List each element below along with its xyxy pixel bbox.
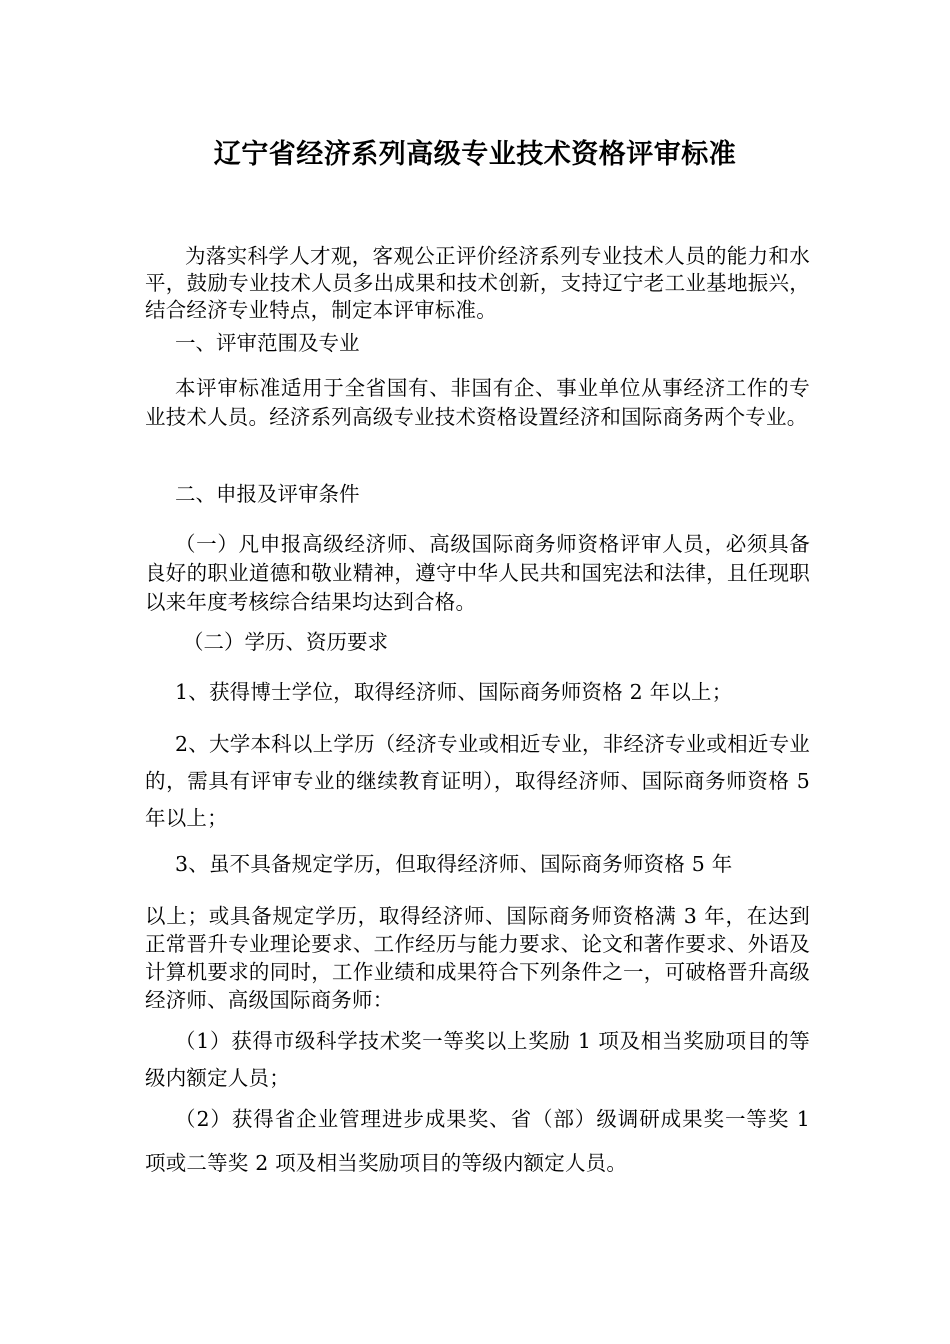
document-title: 辽宁省经济系列高级专业技术资格评审标准	[213, 139, 737, 170]
requirement-3-first-line: 3、虽不具备规定学历，但取得经济师、国际商务师资格 5 年	[175, 852, 733, 876]
section2-heading: 二、申报及评审条件	[175, 482, 360, 506]
requirement-3-body: 以上；或具备规定学历，取得经济师、国际商务师资格满 3 年，在达到正常晋升专业理论要求、工作经历与能力要求、论文和著作要求、外语及计算机要求的同时，工作业绩和成果符合下列条件之一，可破格晋升高级经济师、高级国际商务师：	[145, 904, 810, 1012]
condition-2: （2）获得省企业管理进步成果奖、省（部）级调研成果奖一等奖 1 项或二等奖 2 项及相当奖励项目的等级内额定人员。	[145, 1107, 810, 1175]
section1-heading: 一、评审范围及专业	[175, 331, 360, 355]
section1-body: 本评审标准适用于全省国有、非国有企、事业单位从事经济工作的专业技术人员。经济系列高级专业技术资格设置经济和国际商务两个专业。	[145, 376, 810, 429]
section2-item2-heading: （二）学历、资历要求	[183, 630, 388, 654]
section2-item1: （一）凡申报高级经济师、高级国际商务师资格评审人员，必须具备良好的职业道德和敬业精神，遵守中华人民共和国宪法和法律，且任现职以来年度考核综合结果均达到合格。	[145, 532, 810, 614]
requirement-2: 2、大学本科以上学历（经济专业或相近专业，非经济专业或相近专业的，需具有评审专业的继续教育证明），取得经济师、国际商务师资格 5 年以上；	[145, 732, 810, 830]
intro-paragraph: 为落实科学人才观，客观公正评价经济系列专业技术人员的能力和水平，鼓励专业技术人员多出成果和技术创新，支持辽宁老工业基地振兴，结合经济专业特点，制定本评审标准。	[145, 244, 810, 322]
condition-1: （1）获得市级科学技术奖一等奖以上奖励 1 项及相当奖励项目的等级内额定人员；	[145, 1029, 810, 1090]
requirement-1: 1、获得博士学位，取得经济师、国际商务师资格 2 年以上；	[175, 680, 733, 704]
